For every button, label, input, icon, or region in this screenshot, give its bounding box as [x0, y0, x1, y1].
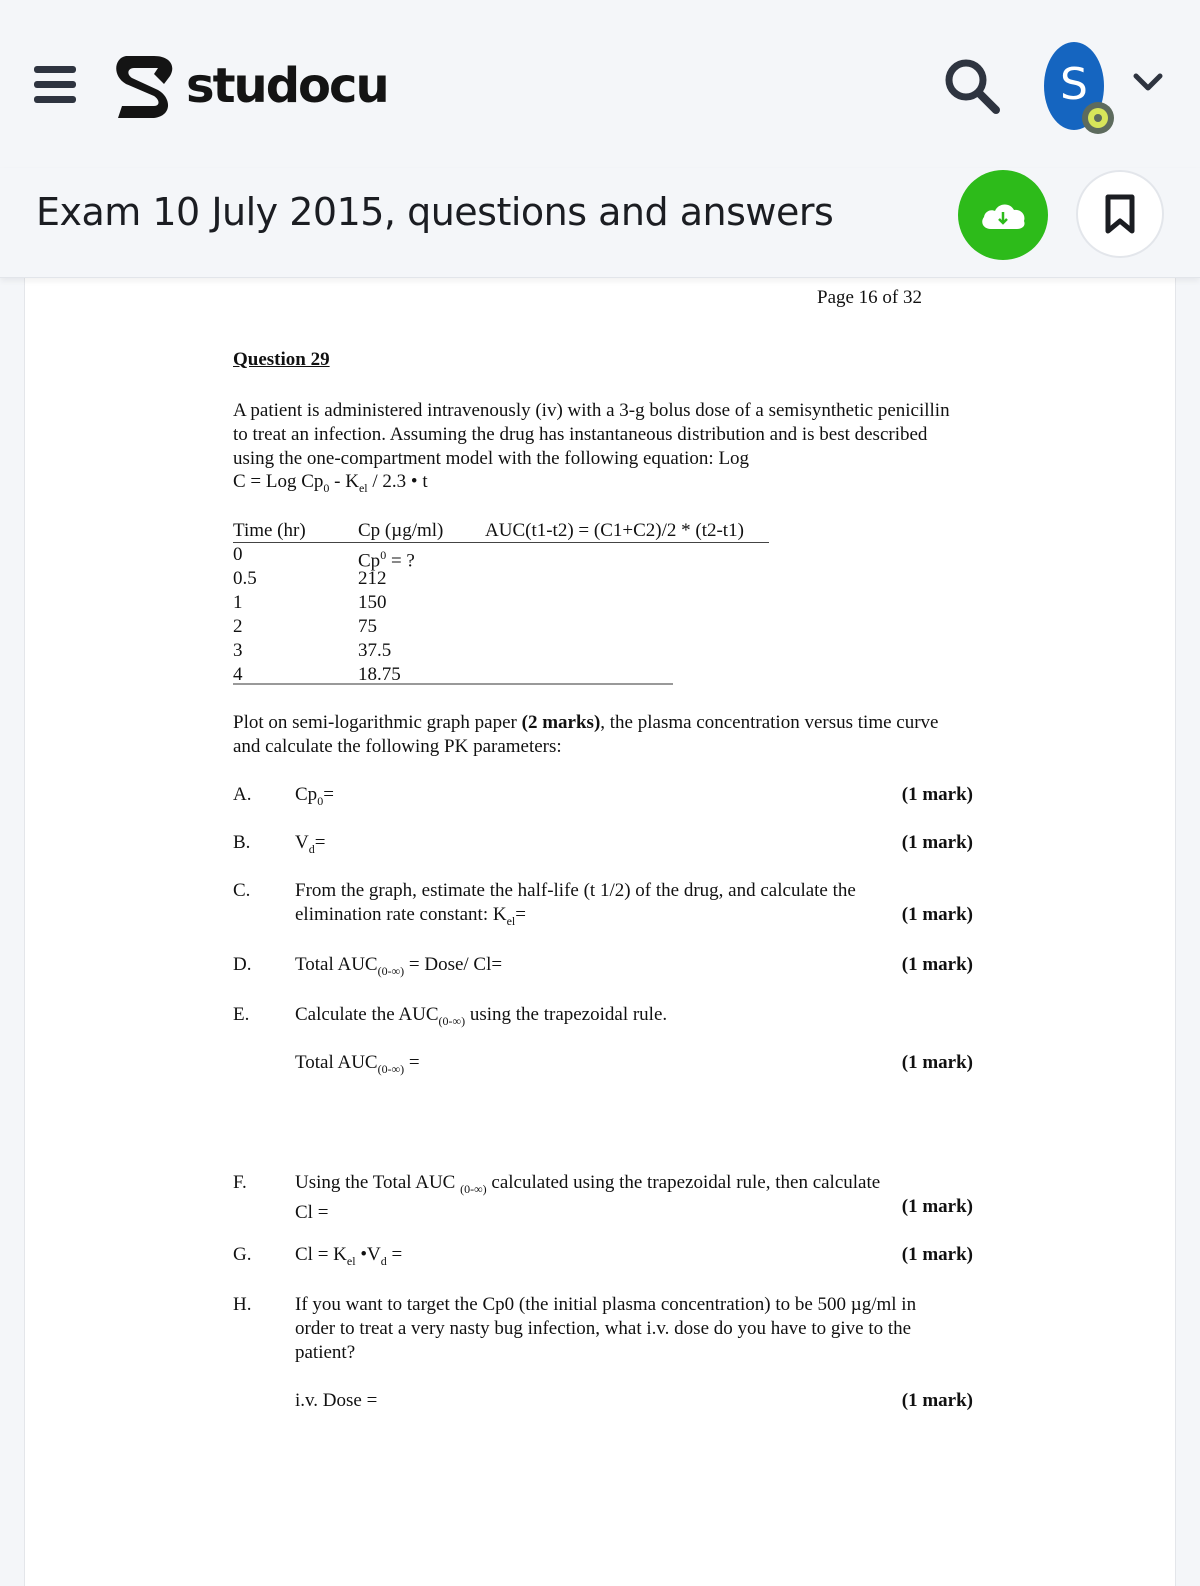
cloud-download-icon [977, 195, 1029, 235]
item-total-sub: (0-∞) [377, 1061, 405, 1076]
item-text-main: Cl = K [295, 1244, 347, 1265]
item-text [295, 783, 915, 813]
item-letter: H. [233, 1294, 252, 1315]
item-tail: = [323, 784, 334, 805]
plot-instructions [233, 711, 953, 759]
page-number: Page 16 of 32 [817, 287, 923, 308]
user-avatar[interactable] [1044, 40, 1116, 130]
item-line2: elimination rate constant: K [295, 904, 507, 925]
question-heading: Question 29 [233, 349, 330, 370]
item-mark: (1 mark) [901, 1244, 973, 1265]
item-mark: (1 mark) [901, 784, 973, 805]
item-sub: (0-∞) [460, 1181, 487, 1196]
question-item-f [233, 1171, 973, 1223]
item-tail: using the trapezoidal rule. [465, 1004, 668, 1025]
item-total [295, 1051, 915, 1081]
item-mark: (1 mark) [901, 1196, 973, 1217]
cp0-rest: = ? [386, 550, 415, 572]
time-cell: 0.5 [233, 568, 257, 589]
item-text: If you want to target the Cp0 (the initial plasma concentration) to be 500 µg/ml in order to treat a very nasty bug infection, what i.v. dose do you have to give to the patient? [295, 1294, 917, 1363]
page-title: Exam 10 July 2015, questions and answers [36, 190, 834, 234]
table-row [233, 543, 793, 572]
question-item-e [233, 1003, 973, 1075]
plot-marks: (2 marks) [521, 712, 601, 733]
item-tail: calculated using the trapezoidal rule, then calculate [486, 1172, 881, 1193]
cp-cell: 18.75 [358, 664, 401, 685]
equation [233, 471, 428, 496]
item-text [295, 1003, 915, 1033]
document-title-bar [0, 168, 1200, 278]
item-text-main: Using the Total AUC [295, 1172, 461, 1193]
item-text-main: Cp [295, 784, 318, 805]
item-letter: G. [233, 1244, 252, 1265]
equation-start: C = Log Cp [233, 471, 324, 492]
time-cell: 4 [233, 664, 243, 685]
item-total-text: Total AUC [295, 1052, 378, 1073]
table-header-row [233, 519, 769, 543]
item-letter: B. [233, 832, 251, 853]
download-button[interactable] [958, 170, 1048, 260]
item-letter: F. [233, 1172, 247, 1193]
item-mark: (1 mark) [901, 1390, 973, 1411]
item-letter: D. [233, 954, 252, 975]
table-bottom-rule [233, 683, 673, 685]
question-item-g [233, 1243, 973, 1267]
question-intro: A patient is administered intravenously (iv) with a 3-g bolus dose of a semisynthetic penicillin to treat an infection. Assuming the drug has instantaneous distribution and is best described using the one-compartment model with the following equation: Log [233, 400, 950, 469]
hamburger-menu-icon[interactable] [34, 66, 76, 104]
item-mark: (1 mark) [901, 904, 973, 925]
item-letter: E. [233, 1004, 250, 1025]
plot-end: , the plasma concentration versus time curve and calculate the following PK parameters: [233, 712, 939, 757]
item-text-main: Total AUC [295, 954, 378, 975]
item-text-main: Calculate the AUC [295, 1004, 439, 1025]
item-text-main: V [295, 832, 309, 853]
time-cell: 3 [233, 640, 243, 661]
question-item-a [233, 783, 973, 807]
cp-cell: 212 [358, 568, 387, 589]
item-text [295, 1243, 915, 1273]
question-item-c [233, 879, 973, 927]
item-mark: (1 mark) [901, 832, 973, 853]
question-item-h [233, 1293, 973, 1415]
item-sub2: d [380, 1253, 387, 1268]
studocu-logo-icon [108, 50, 180, 122]
top-bar [0, 0, 1200, 168]
equation-end: / 2.3 • t [367, 471, 428, 492]
item-line1: From the graph, estimate the half-life (t 1/2) of the drug, and calculate the [295, 880, 856, 901]
item-total-tail: = [404, 1052, 420, 1073]
item-dose-label: i.v. Dose = [295, 1390, 378, 1411]
item-tail: = [314, 832, 326, 853]
item-sub: el [506, 913, 516, 928]
equation-mid: - K [329, 471, 359, 492]
item-letter: A. [233, 784, 252, 805]
cp0-sup: 0 [380, 548, 387, 562]
item-tail: = Dose/ Cl= [404, 954, 503, 975]
item-text [295, 1171, 915, 1225]
item-sub: d [308, 841, 315, 856]
chevron-down-icon[interactable] [1132, 70, 1164, 94]
question-item-d [233, 953, 973, 977]
table-row [233, 567, 793, 591]
item-text [295, 831, 915, 861]
cp0-base: Cp [358, 550, 381, 572]
question-item-b [233, 831, 973, 855]
time-cell: 1 [233, 592, 243, 613]
item-letter: C. [233, 880, 251, 901]
avatar-letter: S [1060, 59, 1088, 110]
col-time-header: Time (hr) [233, 520, 306, 541]
item-tail: = [515, 904, 526, 925]
equation-sub: 0 [323, 480, 330, 495]
item-sub: (0-∞) [438, 1013, 466, 1028]
concentration-table [233, 519, 793, 687]
plot-start: Plot on semi-logarithmic graph paper [233, 712, 522, 733]
item-tail: = [386, 1244, 403, 1265]
studocu-logo[interactable] [108, 48, 388, 124]
bookmark-button[interactable] [1076, 170, 1164, 258]
item-mid: •V [355, 1244, 381, 1265]
item-mark: (1 mark) [901, 954, 973, 975]
logo-text: studocu [186, 58, 388, 114]
document-page [24, 276, 1176, 1586]
time-cell: 2 [233, 616, 243, 637]
col-auc-header: AUC(t1-t2) = (C1+C2)/2 * (t2-t1) [485, 520, 744, 541]
cp-cell: 150 [358, 592, 387, 613]
item-sub: 0 [317, 793, 324, 808]
equation-sub-el: el [358, 480, 368, 495]
table-row [233, 591, 793, 615]
bookmark-icon [1103, 193, 1137, 235]
item-line2: Cl = [295, 1201, 329, 1223]
table-row [233, 639, 793, 663]
item-text [295, 953, 915, 983]
item-mark: (1 mark) [901, 1052, 973, 1073]
item-text [295, 879, 915, 933]
item-sub: (0-∞) [377, 963, 405, 978]
table-row [233, 615, 793, 639]
cp-cell: 37.5 [358, 640, 392, 661]
item-sub: el [346, 1253, 356, 1268]
search-icon[interactable] [942, 56, 1002, 116]
cp-cell: 75 [358, 616, 377, 637]
time-cell: 0 [233, 544, 243, 565]
col-cp-header: Cp (µg/ml) [358, 520, 444, 541]
